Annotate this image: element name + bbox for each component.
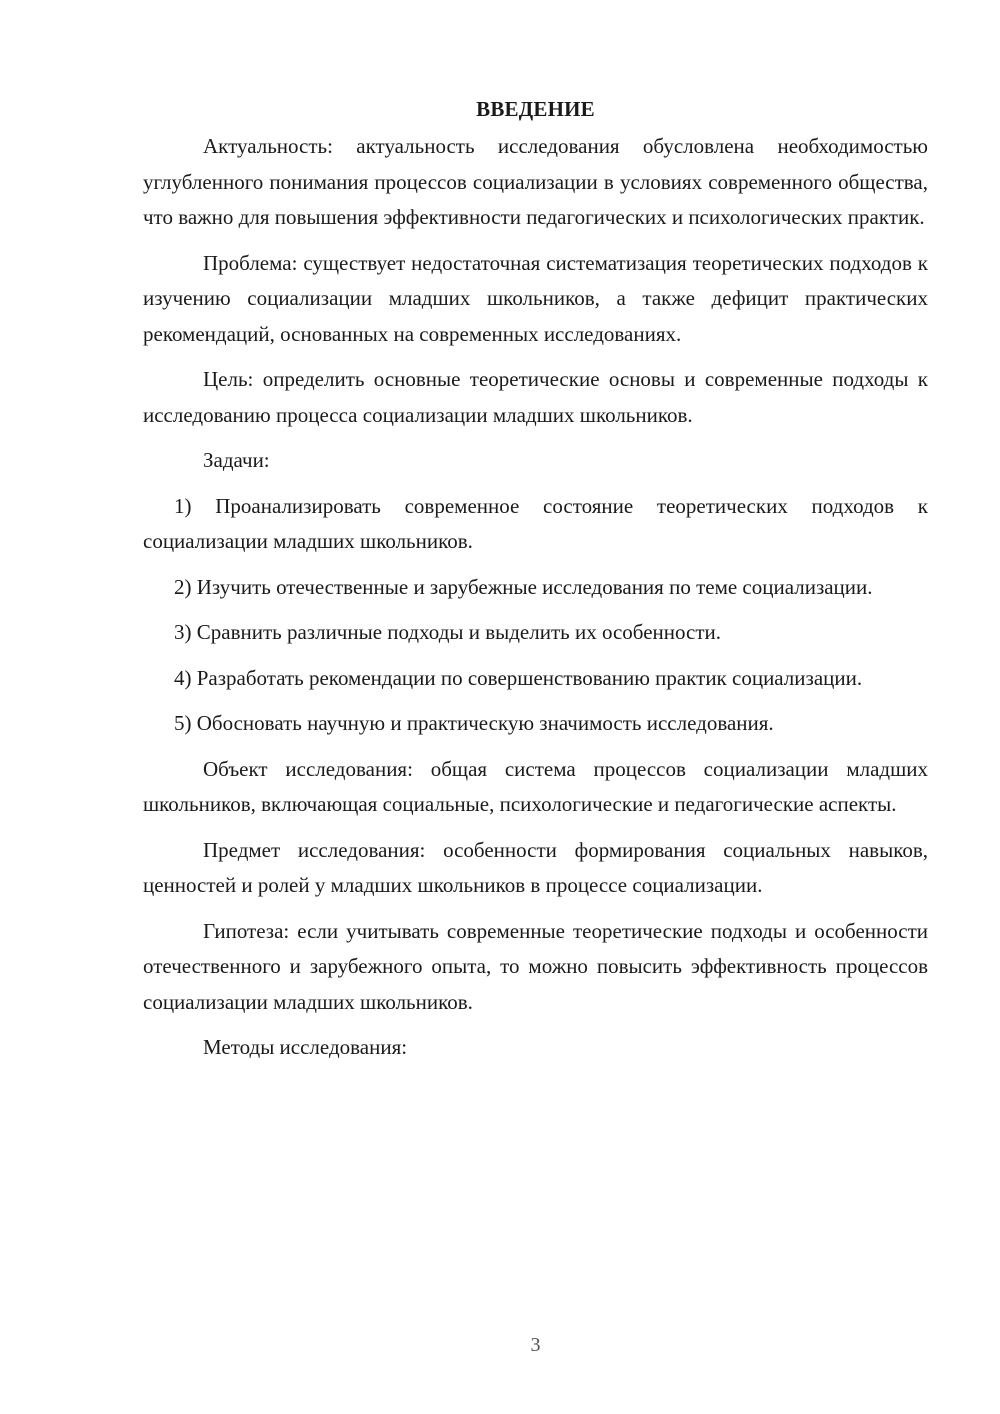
task-item-5: 5) Обосновать научную и практическую значимость исследования. xyxy=(174,711,774,735)
methods-heading: Методы исследования: xyxy=(203,1035,408,1059)
paragraph-goal: Цель: определить основные теоретические основы и современные подходы к исследованию процесса социализации младших школьников. xyxy=(143,367,928,427)
task-item-1: 1) Проанализировать современное состояние теоретических подходов к социализации младших школьников. xyxy=(143,493,928,553)
task-item-3: 3) Сравнить различные подходы и выделить их особенности. xyxy=(174,620,722,644)
document-page xyxy=(143,92,928,1076)
paragraph-problem: Проблема: существует недостаточная систематизация теоретических подходов к изучению социализации младших школьников, а также дефицит практических рекомендаций, основанных на современных исследованиях. xyxy=(143,250,928,346)
page-number: 3 xyxy=(530,1334,541,1356)
tasks-heading: Задачи: xyxy=(203,448,270,472)
task-item-2: 2) Изучить отечественные и зарубежные исследования по теме социализации. xyxy=(174,574,873,599)
paragraph-object: Объект исследования: общая система процессов социализации младших школьников, включающая социальные, психологические и педагогические аспекты. xyxy=(143,756,928,816)
task-item-4: 4) Разработать рекомендации по совершенствованию практик социализации. xyxy=(174,665,863,690)
paragraph-relevance: Актуальность: актуальность исследования обусловлена необходимостью углубленного понимания процессов социализации в условиях современного общества, что важно для повышения эффективности педагогических и психологических практик. xyxy=(143,134,928,229)
paragraph-subject: Предмет исследования: особенности формирования социальных навыков, ценностей и ролей у младших школьников в процессе социализации. xyxy=(143,837,928,897)
paragraph-hypothesis: Гипотеза: если учитывать современные теоретические подходы и особенности отечественного и зарубежного опыта, то можно повысить эффективность процессов социализации младших школьников. xyxy=(143,918,928,1014)
page-title: ВВЕДЕНИЕ xyxy=(476,97,595,121)
